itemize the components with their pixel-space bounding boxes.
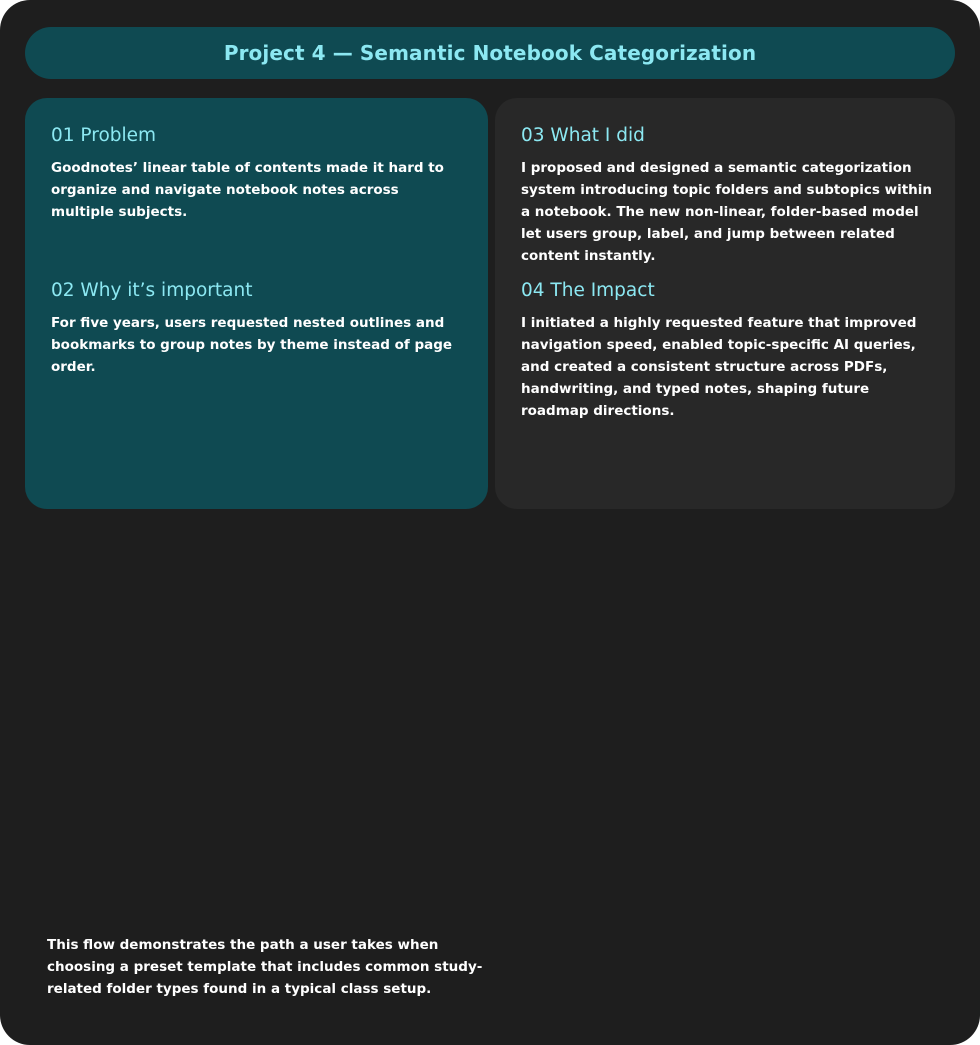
problem-body: Goodnotes’ linear table of contents made it hard to organize and navigate notebook notes across multiple subjects.	[51, 160, 444, 220]
what-i-did-section	[521, 124, 933, 267]
importance-heading: 02 Why it’s important	[51, 280, 253, 301]
impact-body: I initiated a highly requested feature that improved navigation speed, enabled topic-specific AI queries, and created a consistent structure across PDFs, handwriting, and typed notes, shaping future roadmap directions.	[521, 315, 917, 419]
right-panel	[495, 98, 955, 509]
project-title-bar	[25, 27, 955, 79]
importance-section	[51, 279, 466, 378]
problem-section	[51, 124, 466, 223]
what-i-did-body: I proposed and designed a semantic categorization system introducing topic folders and subtopics within a notebook. The new non-linear, folder-based model let users group, label, and jump between related content instantly.	[521, 160, 933, 264]
flow-caption: This flow demonstrates the path a user takes when choosing a preset template that includes common study-related folder types found in a typical class setup.	[47, 937, 483, 997]
impact-section	[521, 279, 933, 422]
importance-body: For five years, users requested nested outlines and bookmarks to group notes by theme instead of page order.	[51, 315, 453, 375]
project-title: Project 4 — Semantic Notebook Categorization	[223, 41, 757, 65]
what-i-did-heading: 03 What I did	[521, 125, 645, 146]
problem-heading: 01 Problem	[51, 125, 157, 146]
impact-heading: 04 The Impact	[521, 280, 655, 301]
left-panel	[25, 98, 488, 509]
